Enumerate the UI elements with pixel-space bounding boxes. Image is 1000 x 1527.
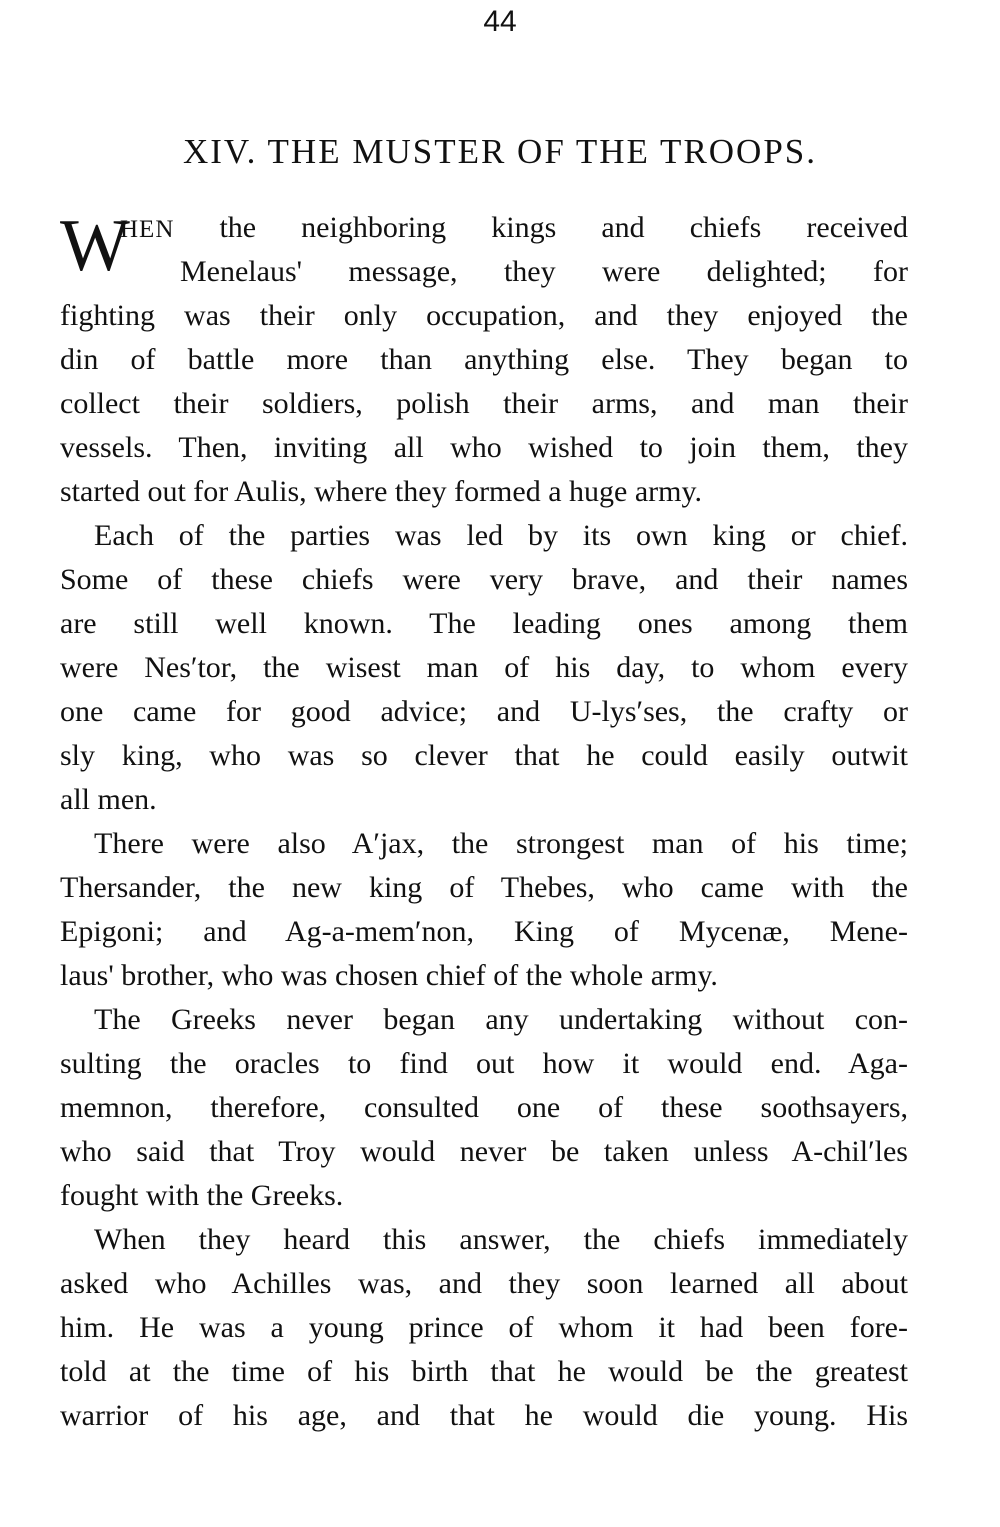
text-line: him. He was a young prince of whom it had been fore-: [60, 1311, 908, 1344]
drop-cap: W: [60, 205, 130, 287]
paragraph-5: [60, 1218, 908, 1438]
text-line: asked who Achilles was, and they soon learned all about: [60, 1267, 908, 1300]
text-line: The Greeks never began any undertaking without con-: [94, 1003, 908, 1036]
text-line: Epigoni; and Ag-a-mem′non, King of Mycenæ, Mene-: [60, 915, 908, 948]
text-line: started out for Aulis, where they formed a huge army.: [60, 475, 703, 508]
text-line: Thersander, the new king of Thebes, who came with the: [60, 871, 908, 904]
text-line: Menelaus' message, they were delighted; for: [180, 255, 908, 288]
text-line: sly king, who was so clever that he could easily outwit: [60, 739, 908, 772]
text-line: Each of the parties was led by its own king or chief.: [94, 519, 908, 552]
text-line: fought with the Greeks.: [60, 1179, 344, 1212]
text-line: are still well known. The leading ones among them: [60, 607, 908, 640]
page-number: 44: [483, 5, 517, 38]
text-line: laus' brother, who was chosen chief of the whole army.: [60, 959, 718, 992]
text-line: memnon, therefore, consulted one of these soothsayers,: [60, 1091, 908, 1124]
first-word-rest: HEN: [120, 216, 175, 243]
text-line: were Nes′tor, the wisest man of his day, to whom every: [60, 651, 908, 684]
paragraph-4: [60, 998, 908, 1218]
text-line: collect their soldiers, polish their arms, and man their: [60, 387, 908, 420]
paragraph-1: [60, 206, 908, 514]
text-line: Some of these chiefs were very brave, and their names: [60, 563, 908, 596]
text-line: fighting was their only occupation, and they enjoyed the: [60, 299, 908, 332]
text-line: There were also A′jax, the strongest man of his time;: [94, 827, 908, 860]
chapter-title: XIV. THE MUSTER OF THE TROOPS.: [182, 132, 818, 171]
text-line: vessels. Then, inviting all who wished to join them, they: [60, 431, 908, 464]
text-line: who said that Troy would never be taken unless A-chil′les: [60, 1135, 908, 1168]
body-text: [60, 206, 908, 1438]
text-line: told at the time of his birth that he would be the greatest: [60, 1355, 908, 1388]
text-line: one came for good advice; and U-lys′ses, the crafty or: [60, 695, 908, 728]
text-line: sulting the oracles to find out how it would end. Aga-: [60, 1047, 908, 1080]
text-line: din of battle more than anything else. They began to: [60, 343, 908, 376]
text-line: warrior of his age, and that he would die young. His: [60, 1399, 908, 1432]
text-line: all men.: [60, 783, 157, 816]
text-line: When they heard this answer, the chiefs immediately: [94, 1223, 908, 1256]
text-line: HEN the neighboring kings and chiefs received: [120, 211, 908, 244]
paragraph-3: [60, 822, 908, 998]
paragraph-2: [60, 514, 908, 822]
